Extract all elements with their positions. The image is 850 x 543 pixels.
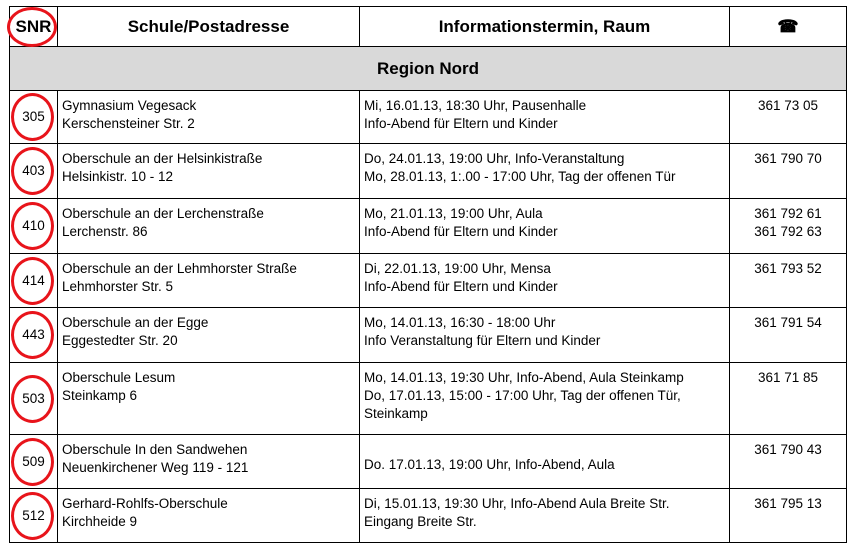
school-number: 403	[22, 163, 45, 178]
school-address: Kerschensteiner Str. 2	[62, 116, 195, 131]
header-snr	[10, 7, 58, 47]
school-number-cell	[10, 199, 58, 254]
phone-cell	[730, 144, 847, 199]
table-row	[10, 254, 847, 308]
school-name: Gymnasium Vegesack	[62, 98, 197, 113]
info-line: Info-Abend für Eltern und Kinder	[364, 116, 558, 131]
info-line: Mo, 14.01.13, 19:30 Uhr, Info-Abend, Aula Steinkamp	[364, 370, 684, 385]
header-snr-label: SNR	[15, 16, 52, 36]
info-line: Di, 22.01.13, 19:00 Uhr, Mensa	[364, 261, 551, 276]
school-cell	[58, 435, 360, 489]
school-address: Helsinkistr. 10 - 12	[62, 169, 174, 184]
info-cell	[360, 489, 730, 543]
table-row	[10, 435, 847, 489]
school-name: Oberschule Lesum	[62, 370, 176, 385]
info-cell	[360, 144, 730, 199]
table-row	[10, 308, 847, 363]
info-line: Do. 17.01.13, 19:00 Uhr, Info-Abend, Aula	[364, 456, 615, 472]
school-cell	[58, 91, 360, 144]
info-line: Info-Abend für Eltern und Kinder	[364, 279, 558, 294]
table-row	[10, 91, 847, 144]
header-info: Informationstermin, Raum	[360, 7, 730, 47]
school-name: Oberschule an der Helsinkistraße	[62, 151, 263, 166]
info-line: Steinkamp	[364, 406, 428, 421]
school-number-cell	[10, 91, 58, 144]
school-number: 305	[22, 109, 45, 124]
header-school: Schule/Postadresse	[58, 7, 360, 47]
school-info-table	[9, 6, 847, 543]
phone-cell	[730, 308, 847, 363]
school-cell	[58, 363, 360, 435]
phone-cell	[730, 254, 847, 308]
phone-number: 361 790 70	[754, 151, 822, 166]
info-line: Do, 24.01.13, 19:00 Uhr, Info-Veranstaltung	[364, 151, 625, 166]
school-name: Oberschule In den Sandwehen	[62, 442, 248, 457]
school-name: Gerhard-Rohlfs-Oberschule	[62, 496, 228, 511]
school-address: Kirchheide 9	[62, 514, 138, 529]
school-cell	[58, 489, 360, 543]
school-number-cell	[10, 308, 58, 363]
school-number: 443	[22, 327, 45, 342]
telephone-icon: ☎	[777, 16, 799, 36]
school-number: 414	[22, 272, 45, 288]
phone-number: 361 71 85	[757, 370, 819, 385]
region-label: Region Nord	[10, 47, 847, 91]
school-number: 503	[22, 390, 45, 406]
school-number-cell	[10, 144, 58, 199]
table-row	[10, 199, 847, 254]
phone-number: 361 790 43	[754, 442, 822, 457]
info-line: Info Veranstaltung für Eltern und Kinder	[364, 333, 601, 348]
school-cell	[58, 199, 360, 254]
info-cell	[360, 199, 730, 254]
school-name: Oberschule an der Lehmhorster Straße	[62, 261, 297, 276]
school-number: 410	[22, 218, 45, 233]
info-cell	[360, 91, 730, 144]
info-line: Eingang Breite Str.	[364, 514, 477, 529]
school-name: Oberschule an der Egge	[62, 315, 209, 330]
info-cell	[360, 308, 730, 363]
school-cell	[58, 144, 360, 199]
phone-number: 361 792 61	[754, 206, 822, 221]
school-cell	[58, 308, 360, 363]
school-number-cell	[10, 435, 58, 489]
phone-cell	[730, 363, 847, 435]
phone-cell	[730, 91, 847, 144]
info-line: Do, 17.01.13, 15:00 - 17:00 Uhr, Tag der offenen Tür,	[364, 388, 681, 403]
school-address: Lehmhorster Str. 5	[62, 279, 174, 294]
phone-number: 361 792 63	[754, 224, 822, 239]
header-phone	[730, 7, 847, 47]
school-address: Steinkamp 6	[62, 388, 138, 403]
school-number: 509	[22, 453, 45, 469]
school-address: Eggestedter Str. 20	[62, 333, 178, 348]
info-line: Mo, 14.01.13, 16:30 - 18:00 Uhr	[364, 315, 556, 330]
table-row	[10, 489, 847, 543]
phone-cell	[730, 199, 847, 254]
phone-number: 361 795 13	[754, 496, 822, 511]
school-cell	[58, 254, 360, 308]
info-line: Di, 15.01.13, 19:30 Uhr, Info-Abend Aula Breite Str.	[364, 496, 670, 511]
school-number-cell	[10, 363, 58, 435]
info-cell	[360, 435, 730, 489]
header-row	[10, 7, 847, 47]
phone-cell	[730, 489, 847, 543]
school-number-cell	[10, 254, 58, 308]
info-line: Info-Abend für Eltern und Kinder	[364, 224, 558, 239]
info-cell	[360, 363, 730, 435]
info-cell	[360, 254, 730, 308]
phone-cell	[730, 435, 847, 489]
school-number-cell	[10, 489, 58, 543]
school-address: Neuenkirchener Weg 119 - 121	[62, 460, 249, 475]
phone-number: 361 793 52	[754, 261, 822, 276]
info-line: Mi, 16.01.13, 18:30 Uhr, Pausenhalle	[364, 98, 587, 113]
school-address: Lerchenstr. 86	[62, 224, 148, 239]
phone-number: 361 791 54	[754, 315, 822, 330]
phone-number: 361 73 05	[757, 98, 819, 113]
school-number: 512	[22, 507, 45, 523]
table-row	[10, 363, 847, 435]
info-line: Mo, 28.01.13, 1:.00 - 17:00 Uhr, Tag der offenen Tür	[364, 169, 676, 184]
school-name: Oberschule an der Lerchenstraße	[62, 206, 264, 221]
table-row	[10, 144, 847, 199]
info-line: Mo, 21.01.13, 19:00 Uhr, Aula	[364, 206, 543, 221]
region-row	[10, 47, 847, 91]
